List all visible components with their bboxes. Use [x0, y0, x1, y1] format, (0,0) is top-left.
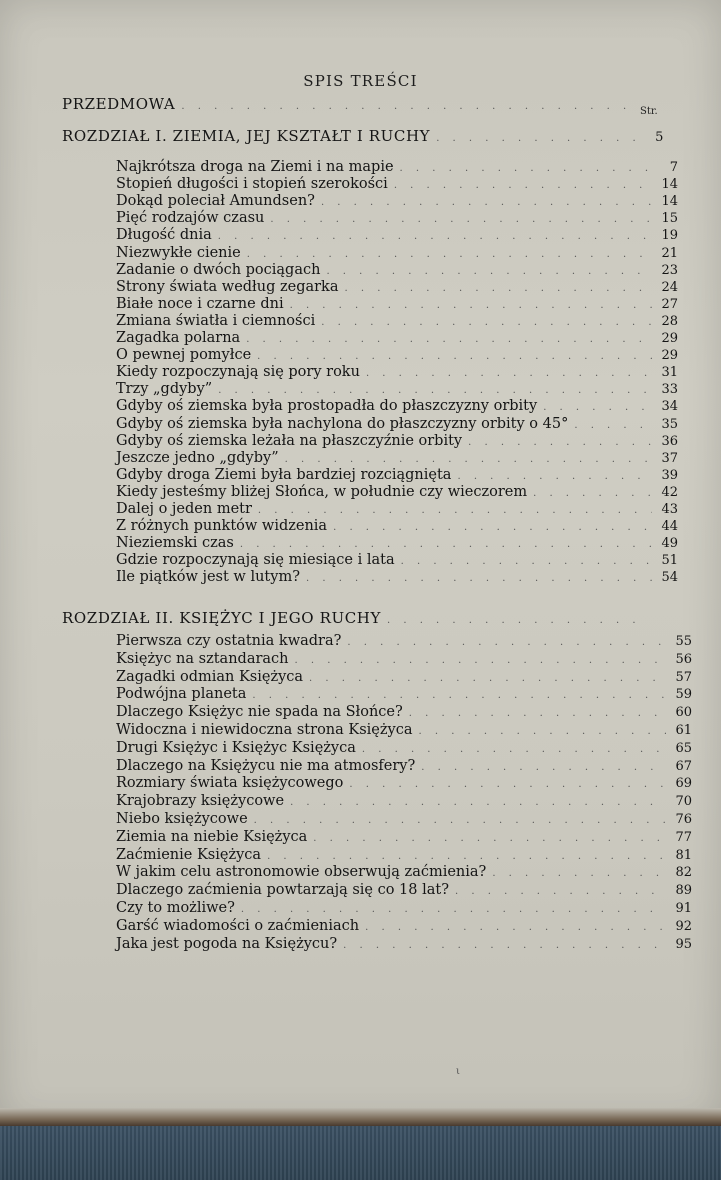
leader-dots: [387, 613, 638, 629]
page-number: 81: [675, 848, 692, 863]
entry-title: Pięć rodzajów czasu: [116, 210, 265, 226]
toc-entry: [116, 936, 692, 954]
entry-title: Gdyby oś ziemska była nachylona do płaszczyzny orbity o 45°: [116, 416, 569, 432]
leader-dots: [309, 671, 666, 687]
leader-dots: [326, 264, 652, 280]
page-number: 57: [675, 670, 692, 685]
page-number: 29: [661, 331, 678, 346]
leader-dots: [401, 554, 652, 570]
leader-dots: [285, 452, 652, 468]
page-number: 59: [675, 687, 692, 702]
page-number: 37: [661, 451, 678, 466]
entry-title: Zadanie o dwóch pociągach: [116, 262, 321, 278]
leader-dots: [252, 688, 666, 704]
leader-dots: [436, 131, 638, 147]
page-number: 92: [675, 919, 692, 934]
page-number: 51: [661, 553, 678, 568]
toc-entry: [116, 758, 692, 776]
page-number: 82: [675, 865, 692, 880]
toc-entry: [116, 651, 692, 669]
page-number: 60: [675, 705, 692, 720]
entry-title: Dlaczego zaćmienia powtarzają się co 18 lat?: [116, 882, 450, 898]
toc-entry: [116, 793, 692, 811]
toc-entry: [116, 669, 692, 687]
toc-entry: [116, 210, 678, 228]
toc-entry: [116, 279, 678, 297]
entry-title: Księżyc na sztandarach: [116, 651, 289, 667]
toc-entry: [116, 740, 692, 758]
leader-dots: [468, 435, 652, 451]
page-number: 36: [661, 434, 678, 449]
leader-dots: [492, 866, 666, 882]
page-number: 56: [675, 652, 692, 667]
toc-entry: [116, 296, 678, 314]
toc-entry: [116, 159, 678, 177]
toc-entry: [116, 864, 692, 882]
page-mark: ι: [456, 1066, 460, 1077]
page-number: 28: [661, 314, 678, 329]
entry-title: Gdyby oś ziemska była prostopadła do płaszczyzny orbity: [116, 398, 538, 414]
leader-dots: [421, 760, 666, 776]
toc-entry: [116, 450, 678, 468]
entry-title: Rozmiary świata księżycowego: [116, 775, 344, 791]
page-number: 19: [661, 228, 678, 243]
leader-dots: [418, 724, 666, 740]
entry-title: Dokąd poleciał Amundsen?: [116, 193, 315, 209]
entry-title: Dlaczego Księżyc nie spada na Słońce?: [116, 704, 403, 720]
leader-dots: [343, 938, 666, 954]
page-number: 34: [661, 399, 678, 414]
leader-dots: [349, 777, 666, 793]
entry-title: Zmiana światła i ciemności: [116, 313, 316, 329]
entry-title: ROZDZIAŁ II. KSIĘŻYC I JEGO RUCHY: [62, 609, 381, 627]
page-number: 7: [669, 160, 678, 175]
leader-dots: [295, 653, 667, 669]
toc-entry: [116, 313, 678, 331]
toc-entry: [116, 484, 678, 502]
page-number: 29: [661, 348, 678, 363]
toc-entry: [116, 467, 678, 485]
page-number: 31: [661, 365, 678, 380]
leader-dots: [455, 884, 666, 900]
page-number: 33: [661, 382, 678, 397]
toc-entry: [116, 829, 692, 847]
chapter-heading: [62, 610, 664, 629]
entry-title: Jaka jest pogoda na Księżycu?: [116, 936, 338, 952]
leader-dots: [246, 332, 652, 348]
leader-dots: [574, 418, 652, 434]
entry-title: Pierwsza czy ostatnia kwadra?: [116, 633, 342, 649]
toc-entry: [116, 775, 692, 793]
leader-dots: [267, 849, 666, 865]
leader-dots: [457, 469, 652, 485]
toc-entry: [116, 245, 678, 263]
entry-title: Ziemia na niebie Księżyca: [116, 829, 308, 845]
toc-entry: [116, 882, 692, 900]
entry-title: O pewnej pomyłce: [116, 347, 252, 363]
entry-title: Stopień długości i stopień szerokości: [116, 176, 388, 192]
leader-dots: [258, 503, 652, 519]
toc-title: SPIS TREŚCI: [303, 72, 418, 90]
page-number: 54: [661, 570, 678, 585]
leader-dots: [257, 349, 652, 365]
leader-dots: [365, 920, 666, 936]
page-number: 14: [661, 194, 678, 209]
page-number: 77: [675, 830, 692, 845]
entry-title: Gdyby oś ziemska leżała na płaszczyźnie orbity: [116, 433, 463, 449]
toc-entry: [116, 330, 678, 348]
toc-entry: [116, 552, 678, 570]
page-number: 89: [675, 883, 692, 898]
page-number: 42: [661, 485, 678, 500]
entry-title: Gdzie rozpoczynają się miesiące i lata: [116, 552, 395, 568]
toc-entry: [116, 381, 678, 399]
leader-dots: [270, 212, 652, 228]
page-number: 44: [661, 519, 678, 534]
page-number: 23: [661, 263, 678, 278]
entry-title: Zagadka polarna: [116, 330, 241, 346]
toc-entry: [116, 569, 678, 587]
leader-dots: [306, 571, 652, 587]
leader-dots: [362, 742, 666, 758]
entry-title: Drugi Księżyc i Księżyc Księżyca: [116, 740, 356, 756]
entry-title: Strony świata według zegarka: [116, 279, 339, 295]
entry-title: Krajobrazy księżycowe: [116, 793, 285, 809]
toc-entry: [116, 176, 678, 194]
toc-entry: [116, 704, 692, 722]
toc-entry: [116, 347, 678, 365]
toc-entry: [116, 918, 692, 936]
entry-title: W jakim celu astronomowie obserwują zaćmienia?: [116, 864, 487, 880]
entry-title: Zaćmienie Księżyca: [116, 847, 262, 863]
leader-dots: [247, 247, 652, 263]
page-bottom-edge: [0, 1108, 721, 1128]
leader-dots: [254, 813, 666, 829]
toc-entry: [116, 398, 678, 416]
leader-dots: [313, 831, 666, 847]
toc-entry: [116, 686, 692, 704]
page-number: 55: [675, 634, 692, 649]
entry-title: Trzy „gdyby”: [116, 381, 213, 397]
entry-title: Gdyby droga Ziemi była bardziej rozciągnięta: [116, 467, 452, 483]
entry-title: Niezwykłe cienie: [116, 245, 241, 261]
entry-title: Czy to możliwe?: [116, 900, 235, 916]
page-number: 35: [661, 417, 678, 432]
entry-title: Zagadki odmian Księżyca: [116, 669, 304, 685]
leader-dots: [366, 366, 652, 382]
page-number: 76: [675, 812, 692, 827]
toc-entry: [116, 633, 692, 651]
entry-title: Dlaczego na Księżycu nie ma atmosfery?: [116, 758, 416, 774]
leader-dots: [409, 706, 666, 722]
background-cloth: [0, 1126, 721, 1180]
leader-dots: [347, 635, 666, 651]
toc-entry: [116, 501, 678, 519]
toc-entry: [116, 433, 678, 451]
leader-dots: [181, 99, 638, 115]
page-number: 91: [675, 901, 692, 916]
leader-dots: [394, 178, 652, 194]
entry-title: ROZDZIAŁ I. ZIEMIA, JEJ KSZTAŁT I RUCHY: [62, 127, 431, 145]
toc-entry: [116, 364, 678, 382]
page-number: 24: [661, 280, 678, 295]
entry-title: Dalej o jeden metr: [116, 501, 252, 517]
entry-title: Ile piątków jest w lutym?: [116, 569, 300, 585]
toc-entry: [116, 416, 678, 434]
entry-title: Kiedy jesteśmy bliżej Słońca, w południe czy wieczorem: [116, 484, 528, 500]
toc-entry: [116, 518, 678, 536]
preface-entry: [62, 96, 664, 115]
leader-dots: [290, 795, 666, 811]
entry-title: Kiedy rozpoczynają się pory roku: [116, 364, 360, 380]
leader-dots: [345, 281, 653, 297]
page-number: 27: [661, 297, 678, 312]
toc-entry: [116, 193, 678, 211]
toc-entry: [116, 900, 692, 918]
toc-entry: [116, 847, 692, 865]
entry-title: Podwójna planeta: [116, 686, 247, 702]
leader-dots: [240, 537, 652, 553]
entry-title: Długość dnia: [116, 227, 212, 243]
page-number: 61: [675, 723, 692, 738]
page-number: 15: [661, 211, 678, 226]
entry-title: Najkrótsza droga na Ziemi i na mapie: [116, 159, 394, 175]
entry-title: Jeszcze jedno „gdyby”: [116, 450, 279, 466]
leader-dots: [333, 520, 652, 536]
page-number: 39: [661, 468, 678, 483]
page-number: 5: [655, 130, 664, 145]
toc-entry: [116, 535, 678, 553]
leader-dots: [533, 486, 652, 502]
page-number: 95: [675, 937, 692, 952]
leader-dots: [218, 229, 652, 245]
toc-entry: [116, 262, 678, 280]
leader-dots: [400, 161, 652, 177]
page-column-label: Str.: [640, 106, 658, 117]
leader-dots: [290, 298, 652, 314]
entry-title: Garść wiadomości o zaćmieniach: [116, 918, 360, 934]
entry-title: Białe noce i czarne dni: [116, 296, 284, 312]
page-number: 67: [675, 759, 692, 774]
entry-title: Nieziemski czas: [116, 535, 234, 551]
entry-title: Z różnych punktów widzenia: [116, 518, 328, 534]
page-number: 14: [661, 177, 678, 192]
page-number: 69: [675, 776, 692, 791]
entry-title: PRZEDMOWA: [62, 95, 176, 113]
leader-dots: [543, 400, 652, 416]
leader-dots: [218, 383, 652, 399]
page-number: 70: [675, 794, 692, 809]
entry-title: Niebo księżycowe: [116, 811, 248, 827]
toc-entry: [116, 227, 678, 245]
page-number: 49: [661, 536, 678, 551]
page-number: 43: [661, 502, 678, 517]
leader-dots: [321, 315, 652, 331]
page-number: 21: [661, 246, 678, 261]
leader-dots: [321, 195, 652, 211]
chapter-heading: [62, 128, 664, 147]
toc-entry: [116, 811, 692, 829]
entry-title: Widoczna i niewidoczna strona Księżyca: [116, 722, 413, 738]
leader-dots: [241, 902, 666, 918]
toc-entry: [116, 722, 692, 740]
page-number: 65: [675, 741, 692, 756]
